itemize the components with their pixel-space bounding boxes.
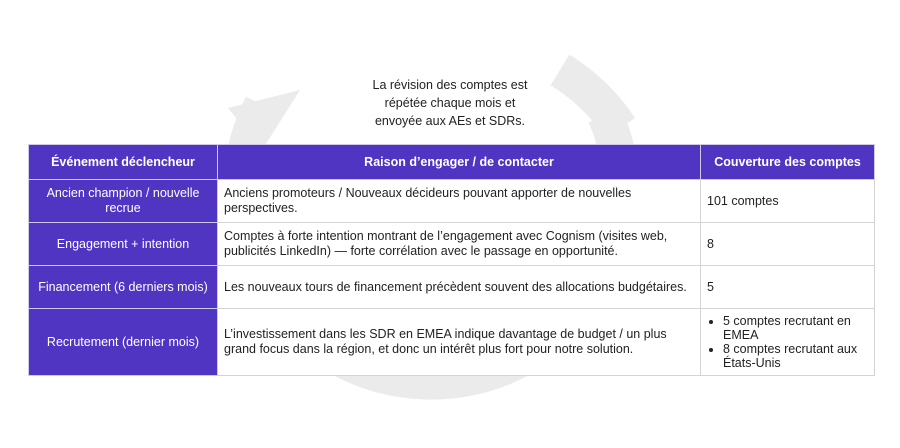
- reason-cell: Anciens promoteurs / Nouveaux décideurs pouvant apporter de nouvelles perspectives.: [218, 180, 701, 223]
- coverage-list-item: • 5 comptes recrutant en EMEA: [723, 314, 868, 342]
- coverage-cell: 101 comptes: [701, 180, 875, 223]
- header-trigger-event: Événement déclencheur: [29, 145, 218, 180]
- table-row: [29, 223, 875, 266]
- trigger-cell: Recrutement (dernier mois): [29, 309, 218, 376]
- table-row: [29, 180, 875, 223]
- review-caption: La révision des comptes est répétée chaque mois et envoyée aux AEs et SDRs.: [372, 78, 528, 128]
- table-row: [29, 309, 875, 376]
- header-coverage: Couverture des comptes: [701, 145, 875, 180]
- coverage-cell: 5: [701, 266, 875, 309]
- coverage-list: [707, 314, 868, 370]
- reason-cell: Les nouveaux tours de financement précèdent souvent des allocations budgétaires.: [218, 266, 701, 309]
- table-header-row: [29, 145, 875, 180]
- reason-cell: L’investissement dans les SDR en EMEA indique davantage de budget / un plus grand focus dans la région, et donc un intérêt plus fort pour notre solution.: [218, 309, 701, 376]
- coverage-list-item: • 8 comptes recrutant aux États-Unis: [723, 342, 868, 370]
- trigger-cell: Engagement + intention: [29, 223, 218, 266]
- header-reason: Raison d’engager / de contacter: [218, 145, 701, 180]
- coverage-cell: [701, 309, 875, 376]
- trigger-events-table: [28, 144, 875, 376]
- trigger-cell: Ancien champion / nouvelle recrue: [29, 180, 218, 223]
- trigger-cell: Financement (6 derniers mois): [29, 266, 218, 309]
- table-row: [29, 266, 875, 309]
- reason-cell: Comptes à forte intention montrant de l’engagement avec Cognism (visites web, publicités LinkedIn) — forte corrélation avec le passage en opportunité.: [218, 223, 701, 266]
- coverage-cell: 8: [701, 223, 875, 266]
